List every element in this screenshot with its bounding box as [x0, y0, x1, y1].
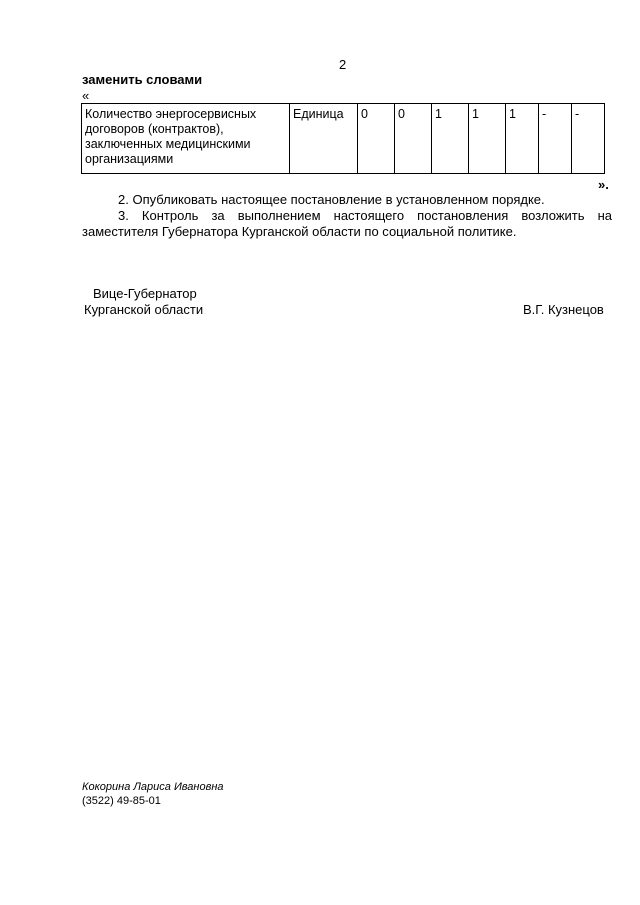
unit-cell: Единица [290, 104, 358, 174]
value-cell: 0 [358, 104, 395, 174]
value-cell: 1 [506, 104, 539, 174]
indicator-table [81, 103, 605, 174]
value-cell: 1 [432, 104, 469, 174]
executor-name: Кокорина Лариса Ивановна [82, 781, 224, 793]
value-cell: - [572, 104, 605, 174]
paragraph-3-continuation: заместителя Губернатора Курганской области по социальной политике. [82, 224, 517, 239]
paragraph-3: 3. Контроль за выполнением настоящего постановления возложить на [118, 208, 612, 223]
opening-quote: « [82, 88, 90, 103]
value-cell: - [539, 104, 572, 174]
value-cell: 0 [395, 104, 432, 174]
paragraph-2: 2. Опубликовать настоящее постановление в установленном порядке. [118, 192, 545, 207]
closing-quote: ». [598, 177, 609, 192]
executor-phone: (3522) 49-85-01 [82, 795, 161, 807]
signatory-title: Вице-Губернатор [93, 286, 197, 301]
replacement-lead-text: заменить словами [82, 72, 203, 87]
page-number: 2 [339, 57, 347, 72]
signatory-region: Курганской области [84, 302, 204, 317]
table-row [82, 104, 605, 174]
value-cell: 1 [469, 104, 506, 174]
indicator-cell: Количество энергосервисных договоров (контрактов), заключенных медицинскими организациями [82, 104, 290, 174]
signatory-name: В.Г. Кузнецов [523, 302, 604, 317]
